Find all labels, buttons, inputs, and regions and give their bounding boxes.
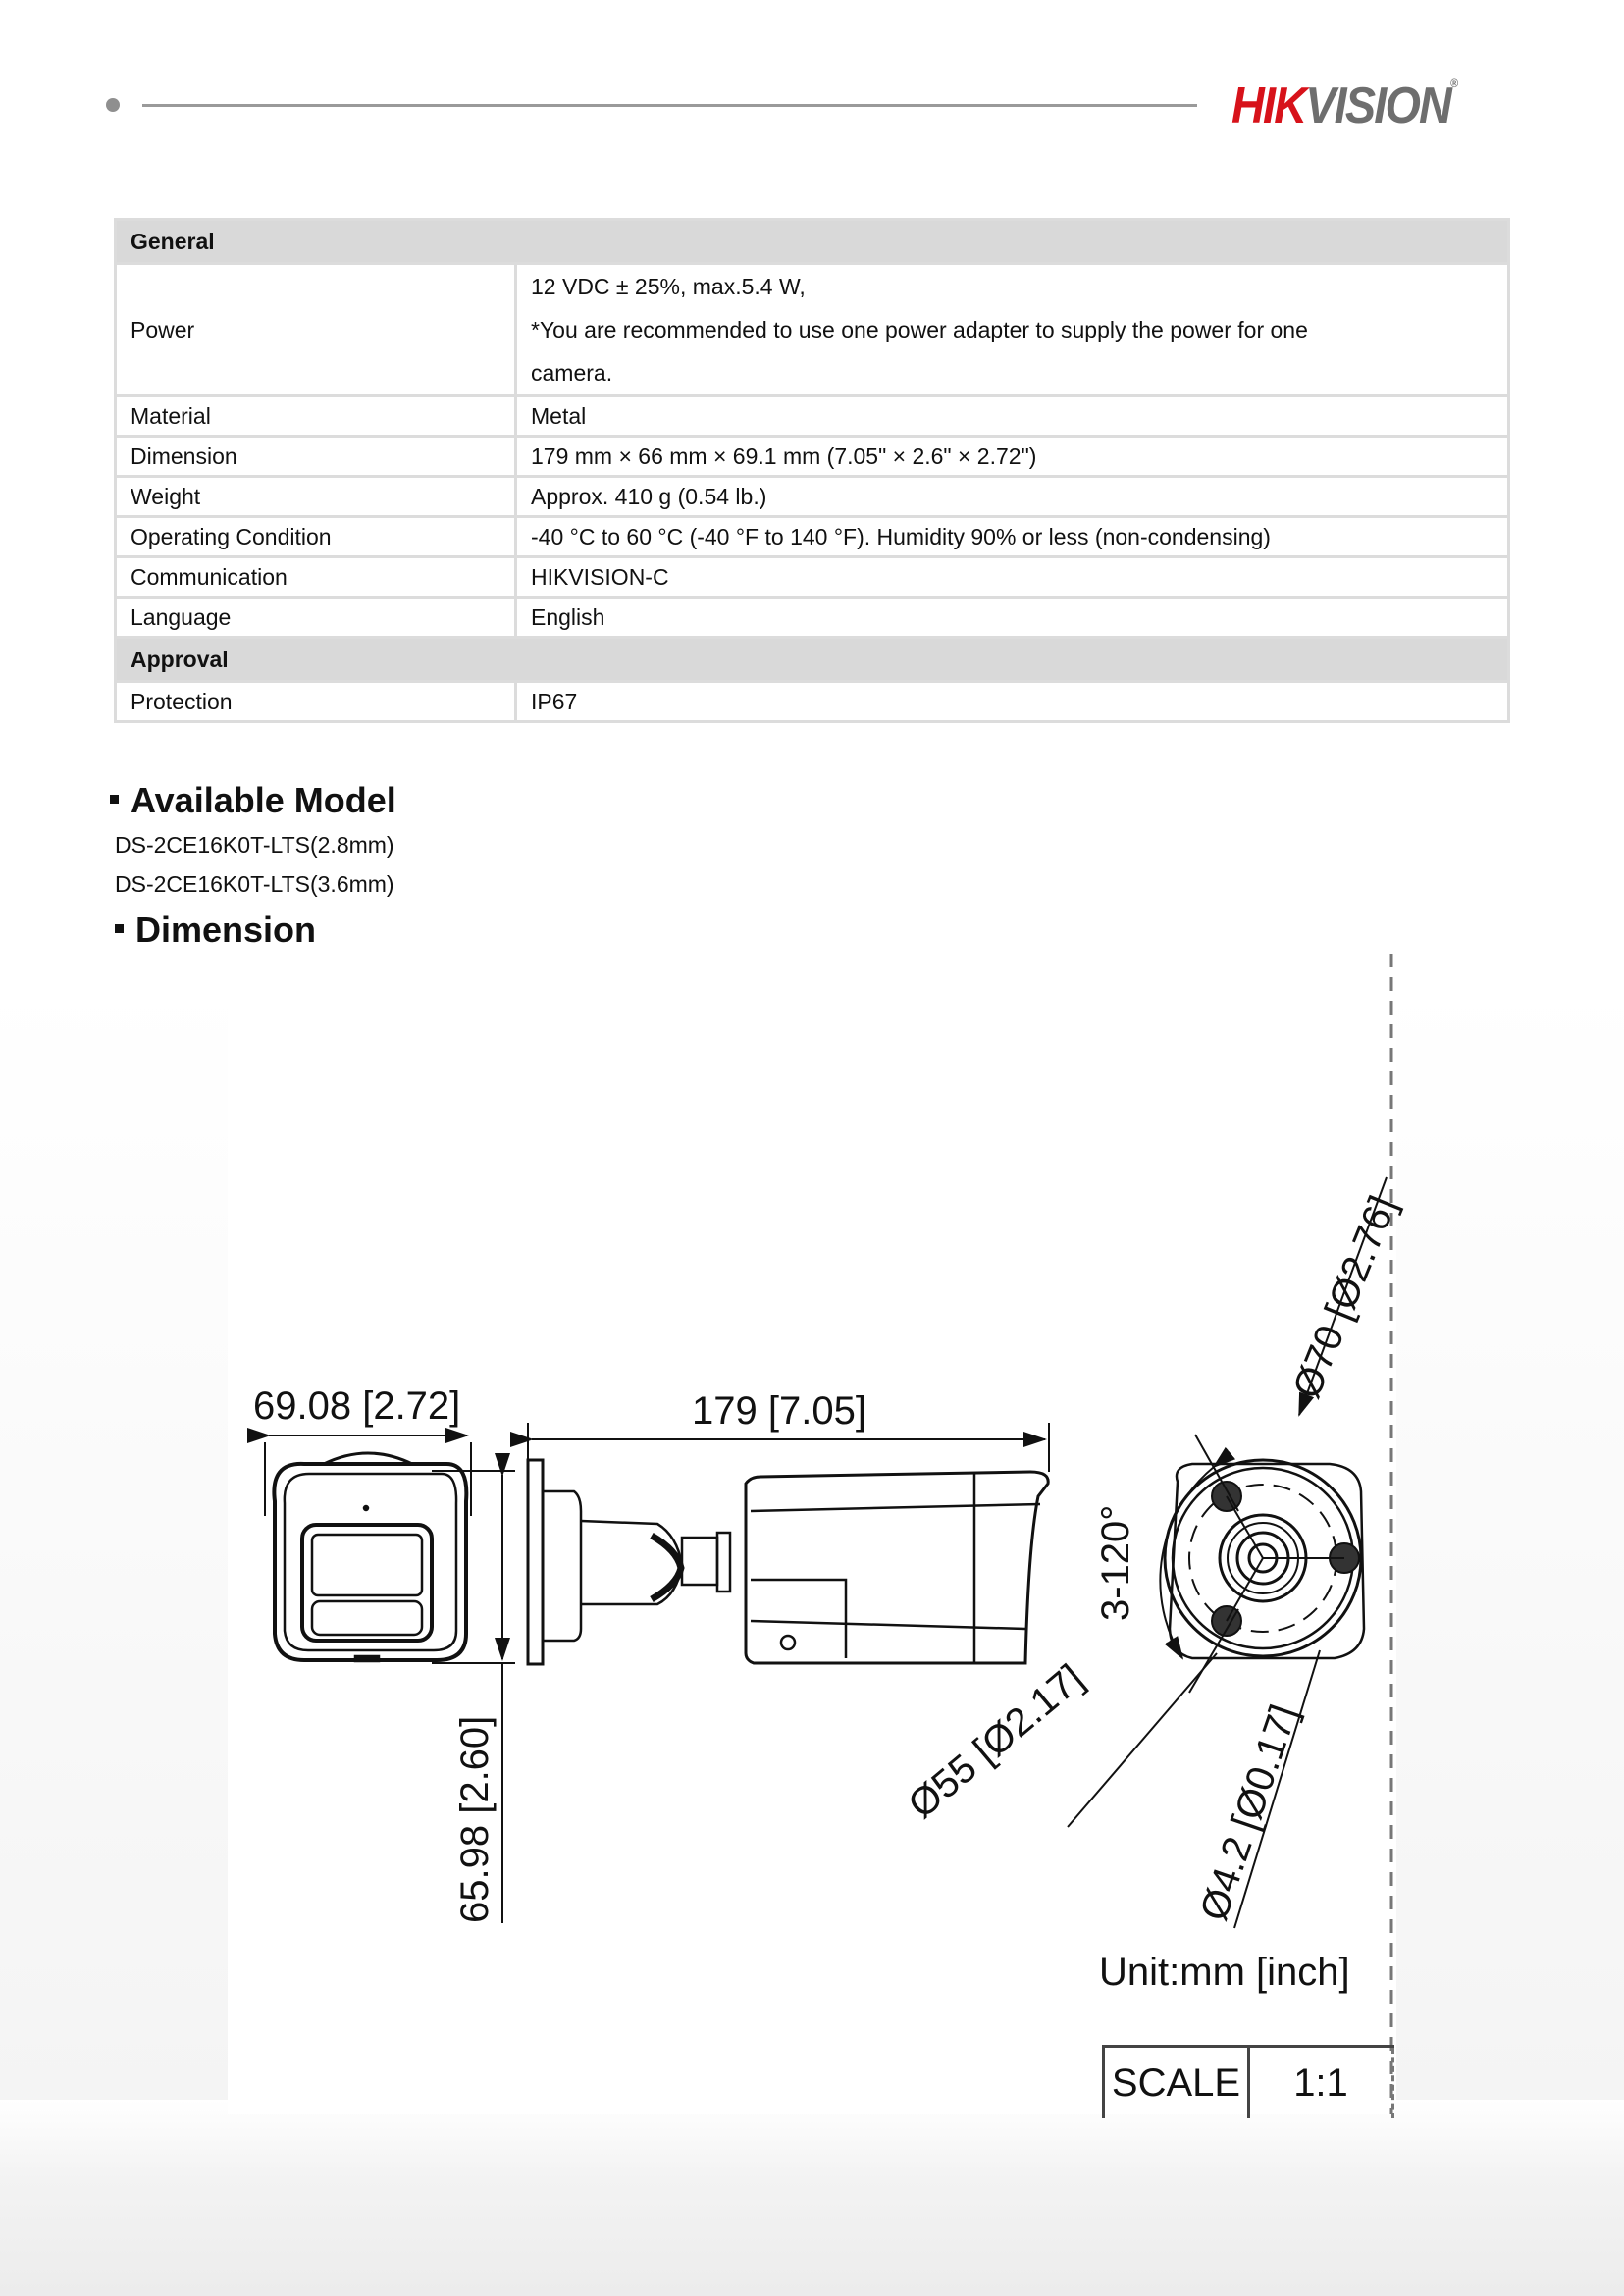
table-row — [116, 437, 1509, 477]
spec-key: Power — [116, 264, 516, 396]
section-row-approval — [116, 638, 1509, 682]
table-row — [116, 264, 1509, 396]
model-item: DS-2CE16K0T-LTS(2.8mm) — [115, 832, 394, 858]
table-row — [116, 682, 1509, 722]
spec-value-line: camera. — [531, 360, 613, 386]
spec-value: 179 mm × 66 mm × 69.1 mm (7.05" × 2.6" × 2.72") — [516, 437, 1509, 477]
background-dot-pattern — [0, 2100, 1624, 2296]
bolt-circle-label: Ø55 [Ø2.17] — [900, 1656, 1092, 1827]
scale-box — [1102, 2045, 1394, 2118]
dimension-drawing — [0, 942, 1624, 2119]
available-model-heading: Available Model — [110, 780, 396, 821]
bullet-square-icon — [115, 924, 124, 933]
spec-key: Protection — [116, 682, 516, 722]
table-row — [116, 396, 1509, 437]
section-title: Approval — [116, 638, 1509, 682]
table-row — [116, 477, 1509, 517]
length-label: 179 [7.05] — [692, 1389, 866, 1433]
spec-key: Weight — [116, 477, 516, 517]
spec-value-line: *You are recommended to use one power adapter to supply the power for one — [531, 317, 1308, 342]
spec-value — [516, 264, 1509, 396]
scale-label: SCALE — [1105, 2048, 1250, 2118]
bullet-square-icon — [110, 795, 119, 804]
spec-value: HIKVISION-C — [516, 557, 1509, 598]
header-rule — [142, 104, 1197, 107]
section-title: General — [116, 220, 1509, 264]
spec-value: Metal — [516, 396, 1509, 437]
scale-value: 1:1 — [1250, 2048, 1394, 2118]
spec-value: -40 °C to 60 °C (-40 °F to 140 °F). Humidity 90% or less (non-condensing) — [516, 517, 1509, 557]
table-row — [116, 517, 1509, 557]
hikvision-logo: HIKVISION® — [1231, 77, 1457, 134]
drawing-canvas — [228, 971, 1395, 2114]
spec-value-line: 12 VDC ± 25%, max.5.4 W, — [531, 274, 806, 299]
model-item: DS-2CE16K0T-LTS(3.6mm) — [115, 871, 394, 897]
table-row — [116, 598, 1509, 638]
section-row-general — [116, 220, 1509, 264]
spec-value: English — [516, 598, 1509, 638]
unit-label: Unit:mm [inch] — [1099, 1951, 1350, 1994]
spec-value: Approx. 410 g (0.54 lb.) — [516, 477, 1509, 517]
spec-value: IP67 — [516, 682, 1509, 722]
hole-diameter-label: Ø4.2 [Ø0.17] — [1191, 1699, 1307, 1926]
spec-key: Communication — [116, 557, 516, 598]
spec-key: Operating Condition — [116, 517, 516, 557]
hole-angle-label: 3-120° — [1094, 1504, 1137, 1621]
spec-table — [114, 218, 1510, 723]
spec-key: Language — [116, 598, 516, 638]
spec-key: Dimension — [116, 437, 516, 477]
front-width-label: 69.08 [2.72] — [253, 1384, 461, 1428]
base-diameter-label: Ø70 [Ø2.76] — [1284, 1189, 1405, 1405]
table-row — [116, 557, 1509, 598]
dimension-heading: Dimension — [115, 910, 316, 951]
spec-key: Material — [116, 396, 516, 437]
header-bullet-dot — [106, 98, 120, 112]
height-label: 65.98 [2.60] — [453, 1715, 497, 1923]
